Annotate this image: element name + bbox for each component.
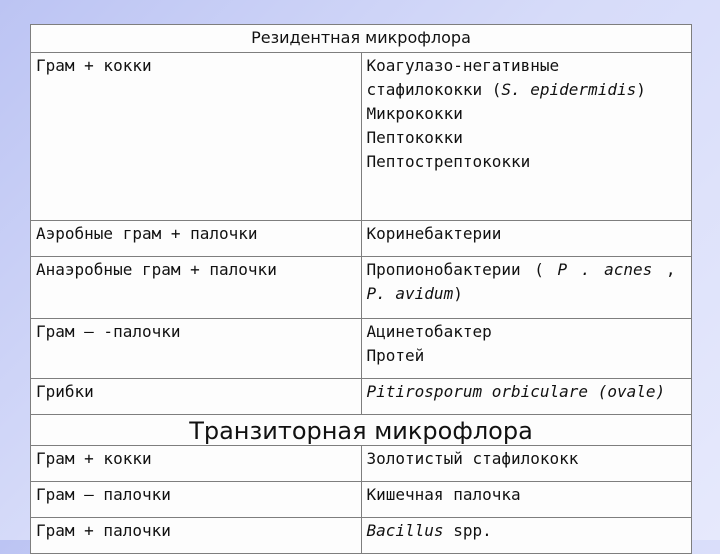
table-row [31, 482, 692, 518]
table-row [31, 221, 692, 257]
organisms-cell [361, 221, 692, 257]
organisms-cell [361, 319, 692, 379]
organisms-cell [361, 518, 692, 554]
organisms-cell [361, 53, 692, 221]
table-row [31, 518, 692, 554]
category-cell: Грам – палочки [31, 482, 362, 518]
organisms-cell [361, 257, 692, 319]
species-italic: S. epidermidis [501, 80, 637, 99]
organism-line: Микрококки [366, 104, 463, 123]
organism-line: Ацинетобактер [366, 322, 492, 341]
organism-line: Коагулазо-негативные [366, 56, 560, 75]
organism-line: Пропионобактерии ( P . acnes , [366, 260, 676, 279]
organism-line: Протей [366, 346, 425, 365]
table-row [31, 319, 692, 379]
category-cell: Анаэробные грам + палочки [31, 257, 362, 319]
organism-line: Золотистый стафилококк [366, 449, 579, 468]
transient-heading-row [31, 415, 692, 446]
organism-line: Bacillus spp. [366, 521, 492, 540]
resident-heading-row [31, 25, 692, 53]
category-cell: Грам – -палочки [31, 319, 362, 379]
category-cell: Грам + кокки [31, 53, 362, 221]
table-row [31, 446, 692, 482]
organism-line: стафилококки (S. epidermidis) [366, 80, 646, 99]
table-row [31, 257, 692, 319]
organism-line: Pitirosporum orbiculare (ovale) [366, 382, 666, 401]
organism-line: P. avidum) [366, 284, 463, 303]
category-cell: Аэробные грам + палочки [31, 221, 362, 257]
resident-heading: Резидентная микрофлора [31, 25, 692, 53]
organism-line: Коринебактерии [366, 224, 502, 243]
organism-line: Пептококки [366, 128, 463, 147]
organisms-cell [361, 482, 692, 518]
organism-line: Пептострептококки [366, 152, 531, 171]
category-cell: Грам + палочки [31, 518, 362, 554]
table-row [31, 379, 692, 415]
table-row [31, 53, 692, 221]
microflora-table [30, 24, 692, 554]
organism-line: Кишечная палочка [366, 485, 521, 504]
category-cell: Грам + кокки [31, 446, 362, 482]
organisms-cell [361, 379, 692, 415]
organisms-cell [361, 446, 692, 482]
transient-heading: Транзиторная микрофлора [31, 415, 692, 446]
category-cell: Грибки [31, 379, 362, 415]
